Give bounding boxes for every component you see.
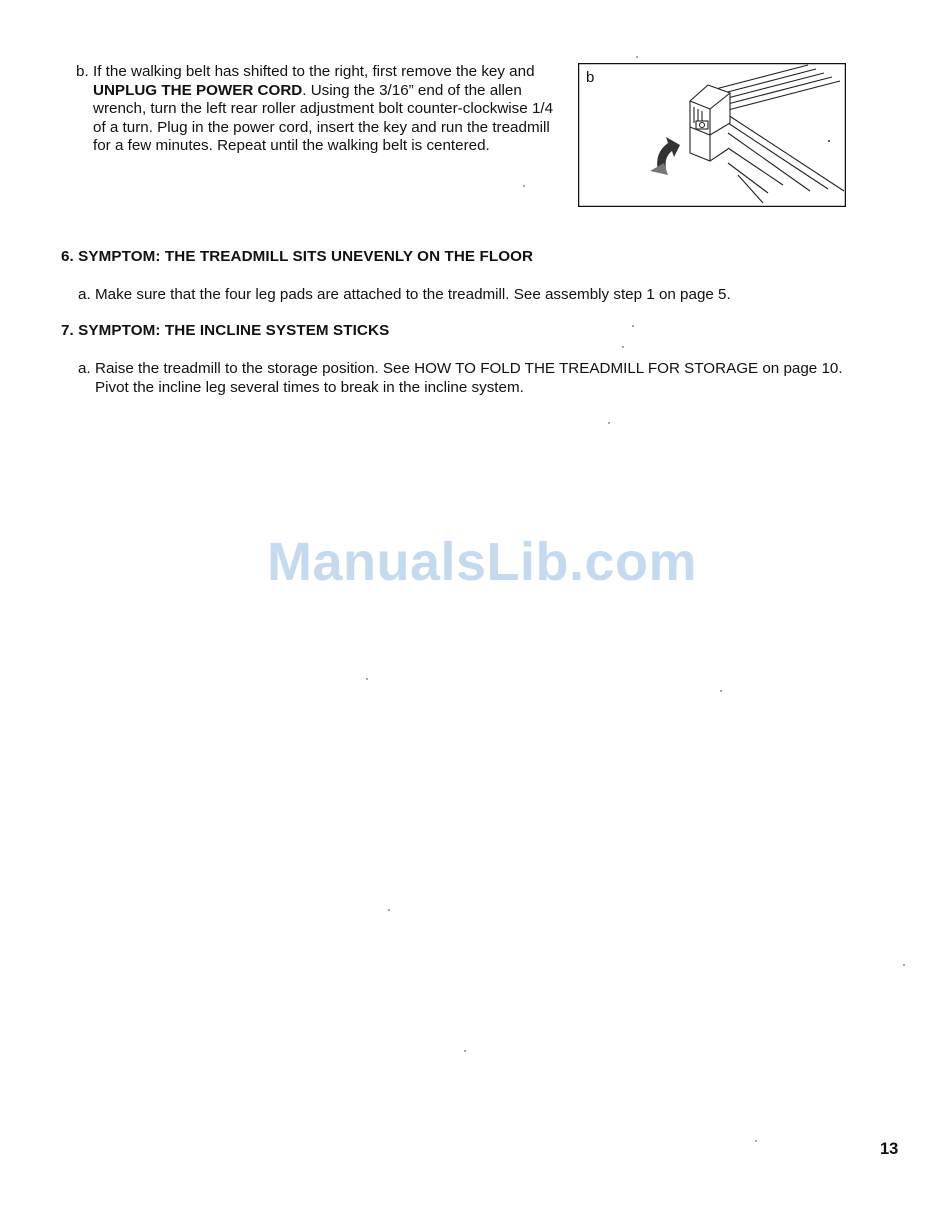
scan-speck xyxy=(903,964,905,966)
section-6-item xyxy=(78,285,858,304)
step-b-text-1: If the walking belt has shifted to the right, first remove the key and xyxy=(93,63,535,80)
section-7-item-label: a. xyxy=(78,360,91,377)
section-6-heading: 6. SYMPTOM: THE TREADMILL SITS UNEVENLY ON THE FLOOR xyxy=(61,248,534,265)
scan-speck xyxy=(464,1050,466,1052)
step-b-label: b. xyxy=(76,63,89,80)
scan-speck xyxy=(523,185,525,187)
page-number: 13 xyxy=(880,1140,899,1158)
scan-speck xyxy=(388,909,390,911)
step-b-body xyxy=(93,63,566,156)
scan-speck xyxy=(636,56,638,58)
scan-speck xyxy=(366,678,368,680)
section-7-item-text: Raise the treadmill to the storage position. See HOW TO FOLD THE TREADMILL FOR STORAGE on page 10. Pivot the incline leg several times to break in the incline system. xyxy=(95,360,843,396)
scan-speck xyxy=(755,1140,757,1142)
figure-letter: b xyxy=(586,69,595,86)
step-b-warning: UNPLUG THE POWER CORD xyxy=(93,81,303,99)
step-b-paragraph xyxy=(76,63,566,156)
scan-speck xyxy=(608,422,610,424)
scan-speck xyxy=(632,325,634,327)
section-6-item-label: a. xyxy=(78,286,91,303)
scan-speck xyxy=(622,346,624,348)
section-7-item xyxy=(78,359,858,397)
step-b-text-2: . Using the 3/16” end of the allen wrench, turn the left rear roller adjustment bolt counter-clockwise 1/4 of a turn. Plug in the power cord, insert the key and run the treadmill for a few minutes. Repeat until the walking belt is centered. xyxy=(93,81,554,155)
scan-speck xyxy=(720,690,722,692)
watermark: ManualsLib.com xyxy=(266,532,698,592)
section-7-heading: 7. SYMPTOM: THE INCLINE SYSTEM STICKS xyxy=(61,322,390,339)
section-6-item-text: Make sure that the four leg pads are attached to the treadmill. See assembly step 1 on page 5. xyxy=(95,286,731,303)
roller-adjustment-illustration xyxy=(578,63,846,207)
